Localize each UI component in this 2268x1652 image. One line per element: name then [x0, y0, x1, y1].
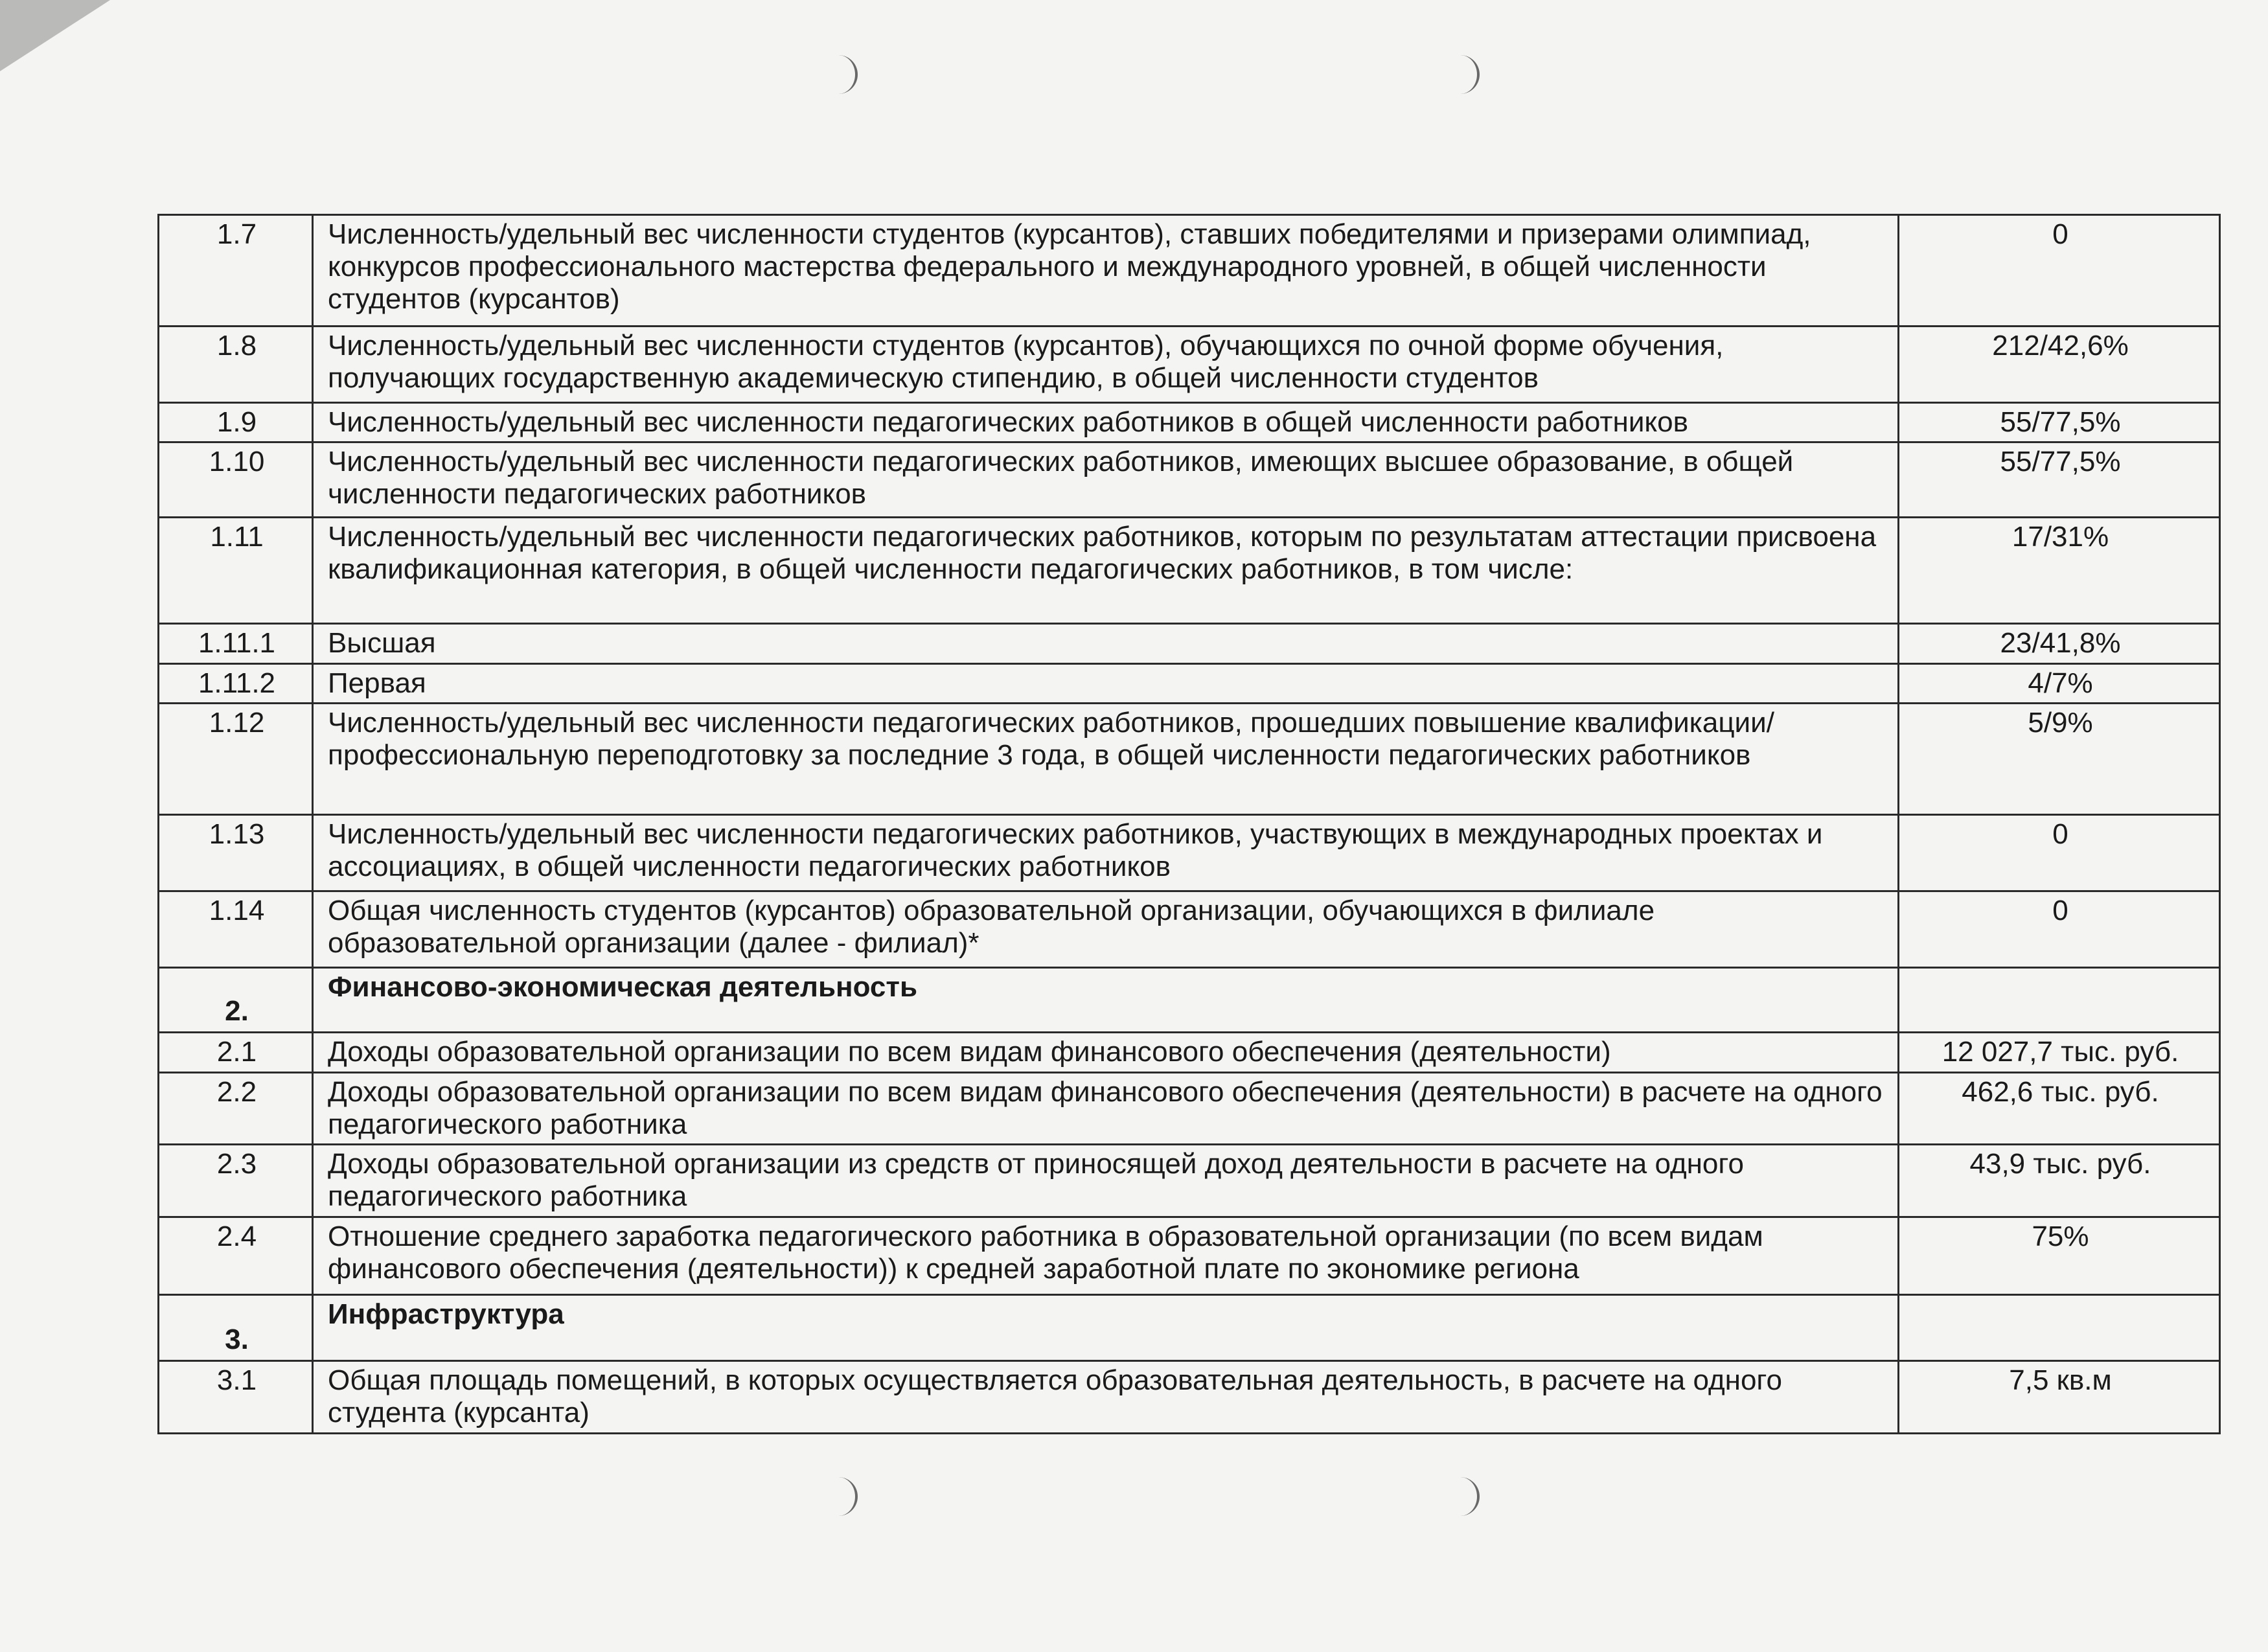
table-row [159, 1361, 2220, 1434]
table-row [159, 815, 2220, 891]
row-value: 0 [1899, 891, 2220, 968]
table-row [159, 518, 2220, 624]
section-title: Инфраструктура [313, 1295, 1899, 1361]
row-number: 3.1 [159, 1361, 313, 1434]
table-row [159, 1217, 2220, 1295]
row-value: 212/42,6% [1899, 327, 2220, 403]
table-row [159, 442, 2220, 518]
row-value: 17/31% [1899, 518, 2220, 624]
section-row [159, 968, 2220, 1033]
row-number: 1.14 [159, 891, 313, 968]
row-description: Общая численность студентов (курсантов) образовательной организации, обучающихся в филиале образовательной организации (далее - филиал)* [313, 891, 1899, 968]
row-value: 5/9% [1899, 704, 2220, 815]
row-number: 1.11.1 [159, 624, 313, 664]
row-description: Доходы образовательной организации из средств от приносящей доход деятельности в расчете на одного педагогического работника [313, 1145, 1899, 1217]
row-description: Отношение среднего заработка педагогического работника в образовательной организации (по всем видам финансового обеспечения (деятельности)) к средней заработной плате по экономике региона [313, 1217, 1899, 1295]
table-row [159, 327, 2220, 403]
row-value: 75% [1899, 1217, 2220, 1295]
row-number: 2.3 [159, 1145, 313, 1217]
table-row [159, 664, 2220, 704]
row-value [1899, 1295, 2220, 1361]
table-row [159, 891, 2220, 968]
row-description: Доходы образовательной организации по всем видам финансового обеспечения (деятельности) [313, 1033, 1899, 1073]
indicators-table [157, 214, 2221, 1434]
row-description: Высшая [313, 624, 1899, 664]
row-number: 1.7 [159, 215, 313, 327]
row-description: Первая [313, 664, 1899, 704]
row-value: 43,9 тыс. руб. [1899, 1145, 2220, 1217]
row-value: 462,6 тыс. руб. [1899, 1073, 2220, 1145]
punch-hole-mark [1458, 1477, 1480, 1516]
row-number: 1.11 [159, 518, 313, 624]
section-number: 2. [159, 968, 313, 1033]
row-number: 1.8 [159, 327, 313, 403]
table-row [159, 215, 2220, 327]
row-number: 1.11.2 [159, 664, 313, 704]
row-number: 2.4 [159, 1217, 313, 1295]
row-value: 7,5 кв.м [1899, 1361, 2220, 1434]
punch-hole-mark [1458, 55, 1480, 94]
row-value [1899, 968, 2220, 1033]
table-row [159, 403, 2220, 442]
row-description: Численность/удельный вес численности педагогических работников, прошедших повышение квалификации/профессиональную переподготовку за последние 3 года, в общей численности педагогических работников [313, 704, 1899, 815]
row-number: 2.1 [159, 1033, 313, 1073]
punch-hole-mark [836, 1477, 858, 1516]
row-value: 0 [1899, 815, 2220, 891]
row-description: Численность/удельный вес численности педагогических работников, имеющих высшее образование, в общей численности педагогических работников [313, 442, 1899, 518]
row-value: 0 [1899, 215, 2220, 327]
row-value: 55/77,5% [1899, 403, 2220, 442]
row-number: 1.13 [159, 815, 313, 891]
row-value: 55/77,5% [1899, 442, 2220, 518]
table-row [159, 1033, 2220, 1073]
section-title: Финансово-экономическая деятельность [313, 968, 1899, 1033]
row-number: 1.9 [159, 403, 313, 442]
table-row [159, 1145, 2220, 1217]
section-number: 3. [159, 1295, 313, 1361]
row-description: Доходы образовательной организации по всем видам финансового обеспечения (деятельности) в расчете на одного педагогического работника [313, 1073, 1899, 1145]
row-number: 2.2 [159, 1073, 313, 1145]
folded-page-corner [0, 0, 110, 71]
row-description: Численность/удельный вес численности студентов (курсантов), ставших победителями и призерами олимпиад, конкурсов профессионального мастерства федерального и международного уровней, в общей численности студентов (курсантов) [313, 215, 1899, 327]
row-description: Численность/удельный вес численности педагогических работников, участвующих в международных проектах и ассоциациях, в общей численности педагогических работников [313, 815, 1899, 891]
row-description: Численность/удельный вес численности педагогических работников, которым по результатам аттестации присвоена квалификационная категория, в общей численности педагогических работников, в том числе: [313, 518, 1899, 624]
punch-hole-mark [836, 55, 858, 94]
row-number: 1.12 [159, 704, 313, 815]
row-value: 23/41,8% [1899, 624, 2220, 664]
row-value: 12 027,7 тыс. руб. [1899, 1033, 2220, 1073]
table-row [159, 624, 2220, 664]
row-description: Численность/удельный вес численности студентов (курсантов), обучающихся по очной форме обучения, получающих государственную академическую стипендию, в общей численности студентов [313, 327, 1899, 403]
row-value: 4/7% [1899, 664, 2220, 704]
row-number: 1.10 [159, 442, 313, 518]
section-row [159, 1295, 2220, 1361]
table-row [159, 1073, 2220, 1145]
row-description: Численность/удельный вес численности педагогических работников в общей численности работников [313, 403, 1899, 442]
row-description: Общая площадь помещений, в которых осуществляется образовательная деятельность, в расчете на одного студента (курсанта) [313, 1361, 1899, 1434]
table-row [159, 704, 2220, 815]
